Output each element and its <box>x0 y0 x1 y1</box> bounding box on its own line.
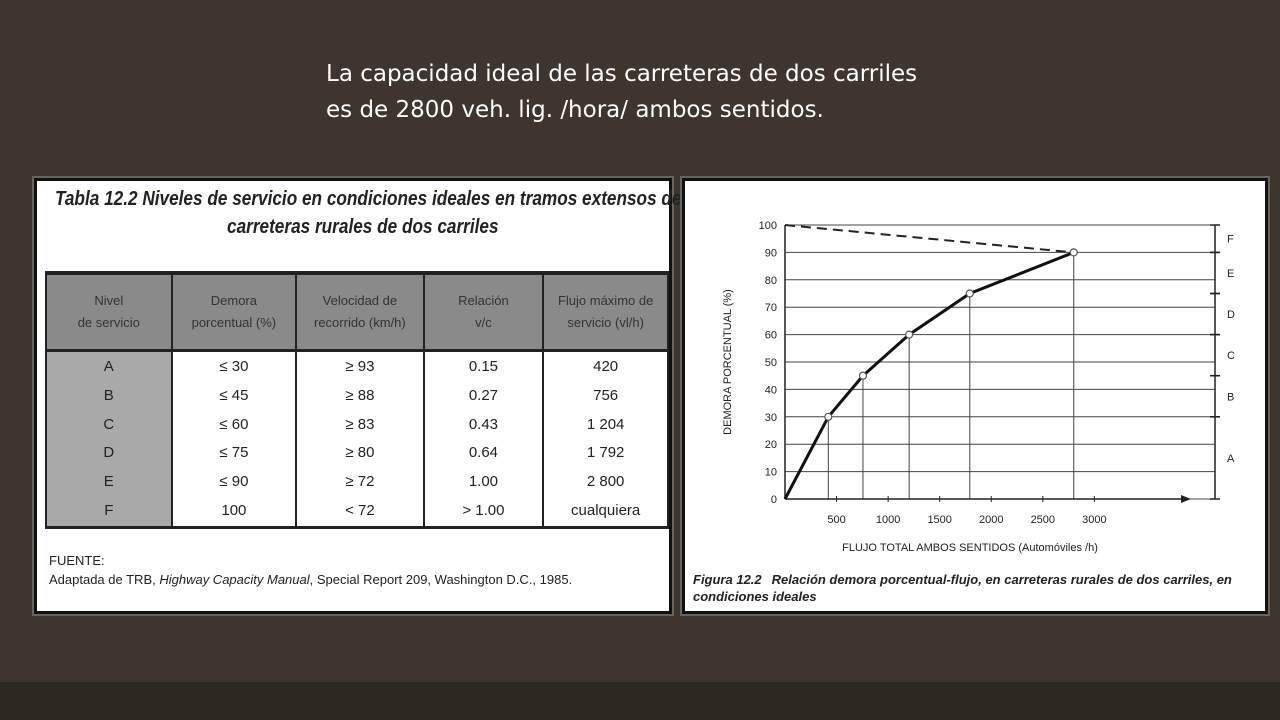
source-reference <box>49 570 572 589</box>
table-title-line-1: Tabla 12.2 Niveles de servicio en condiciones ideales en tramos extensos de <box>55 188 682 210</box>
table-cell: 0.15 <box>424 351 544 382</box>
table-cell: cualquiera <box>543 497 668 528</box>
data-point <box>1070 249 1077 256</box>
figure-image <box>682 178 1268 614</box>
table-cell: ≥ 93 <box>296 351 423 382</box>
band-label: D <box>1227 309 1235 322</box>
table-title-line-2: carreteras rurales de dos carriles <box>227 216 499 238</box>
table-cell: 420 <box>543 351 668 382</box>
y-tick-label: 0 <box>770 494 777 506</box>
table-header-cell <box>424 273 544 351</box>
table-level-cell: E <box>46 468 172 497</box>
table-cell: ≤ 75 <box>172 439 297 468</box>
table-header-cell <box>296 273 423 351</box>
table-cell: 2 800 <box>543 468 668 497</box>
table-cell: 756 <box>543 381 668 410</box>
table-cell: < 72 <box>296 497 423 528</box>
table-level-cell: B <box>46 381 172 410</box>
table-header-text: Relación <box>458 293 509 308</box>
y-tick-label: 80 <box>764 274 777 287</box>
table-header-cell <box>46 273 172 351</box>
table-level-cell: F <box>46 497 172 528</box>
y-tick-label: 50 <box>764 357 777 369</box>
x-tick-label: 500 <box>827 514 846 526</box>
y-tick-label: 90 <box>764 247 777 260</box>
data-point <box>825 413 832 420</box>
table-source <box>49 551 572 589</box>
table-row <box>46 351 668 382</box>
table-level-cell: C <box>46 410 172 439</box>
y-tick-label: 20 <box>764 439 777 452</box>
band-label: E <box>1227 267 1235 280</box>
slide-heading-line-1: La capacidad ideal de las carreteras de dos carriles <box>326 61 918 87</box>
table-header-text: Flujo máximo de <box>557 293 654 308</box>
table-cell: ≥ 72 <box>296 468 423 497</box>
table-header-text: Velocidad de <box>322 293 398 308</box>
table-row <box>46 439 668 468</box>
table-cell: 1 792 <box>543 439 668 468</box>
table-cell: ≤ 90 <box>172 468 297 497</box>
band-label: C <box>1227 350 1235 363</box>
band-label: B <box>1227 391 1235 404</box>
slide-heading <box>326 56 1026 128</box>
table-cell: ≤ 60 <box>172 410 297 439</box>
figure-caption-text: Relación demora porcentual-flujo, en carreteras rurales de dos carriles, en condiciones ideales <box>693 572 1232 604</box>
x-tick-label: 2500 <box>1030 514 1056 526</box>
table-cell: ≤ 45 <box>172 381 297 410</box>
slide-heading-line-2: es de 2800 veh. lig. /hora/ ambos sentidos. <box>326 97 824 123</box>
source-title: Highway Capacity Manual <box>159 572 310 587</box>
source-prefix: Adaptada de TRB, <box>49 572 160 587</box>
table-header-text: servicio (vl/h) <box>567 315 644 330</box>
table-header-cell <box>172 273 297 351</box>
y-tick-label: 70 <box>764 302 777 315</box>
table-level-cell: D <box>46 439 172 468</box>
source-label: FUENTE: <box>49 553 105 568</box>
x-tick-label: 2000 <box>979 514 1004 526</box>
source-suffix: , Special Report 209, Washington D.C., 1985. <box>309 572 573 587</box>
table-cell: 0.43 <box>424 410 544 439</box>
table-level-cell: A <box>46 351 172 382</box>
table-cell: ≤ 30 <box>172 351 297 382</box>
x-axis-label: FLUJO TOTAL AMBOS SENTIDOS (Automóviles /h) <box>842 542 1098 554</box>
y-axis-label: DEMORA PORCENTUAL (%) <box>722 289 734 435</box>
table-row <box>46 381 668 410</box>
table-header-row <box>46 273 668 351</box>
table-row <box>46 497 668 528</box>
x-tick-label: 1000 <box>875 514 901 526</box>
y-tick-label: 10 <box>764 466 777 479</box>
table-image <box>34 178 682 614</box>
table-header-text: v/c <box>475 315 492 330</box>
table-cell: ≥ 80 <box>296 439 423 468</box>
table-cell: 1.00 <box>424 468 544 497</box>
y-tick-label: 30 <box>764 411 777 424</box>
y-tick-label: 60 <box>764 329 777 342</box>
table-title <box>55 185 682 241</box>
table-cell: 1 204 <box>543 410 668 439</box>
x-axis-arrow <box>1181 495 1191 503</box>
table-cell: ≥ 88 <box>296 381 423 410</box>
table-row <box>46 468 668 497</box>
data-point <box>906 331 913 338</box>
dashed-line <box>785 225 1074 252</box>
table-cell: > 1.00 <box>424 497 544 528</box>
figure-number: Figura 12.2 <box>693 572 762 587</box>
table-cell: 100 <box>172 497 297 528</box>
data-point <box>859 372 866 379</box>
table-body <box>46 351 668 528</box>
data-point <box>966 290 973 297</box>
y-tick-label: 40 <box>764 384 777 397</box>
table-header-text: Nivel <box>94 293 124 308</box>
table-header-cell <box>543 273 668 351</box>
delay-flow-chart <box>685 181 1265 611</box>
x-tick-label: 1500 <box>927 514 952 526</box>
band-label: F <box>1227 233 1234 246</box>
table-header-text: Demora <box>210 293 257 308</box>
table-header-text: porcentual (%) <box>191 315 277 330</box>
figure-caption <box>693 571 1259 605</box>
table-row <box>46 410 668 439</box>
bottom-band <box>0 682 1280 720</box>
table-header-text: recorrido (km/h) <box>314 315 406 330</box>
table-header-text: de servicio <box>77 315 140 330</box>
band-label: A <box>1227 452 1235 465</box>
table-cell: ≥ 83 <box>296 410 423 439</box>
y-tick-label: 100 <box>758 220 777 232</box>
x-tick-label: 3000 <box>1082 514 1107 526</box>
table-cell: 0.64 <box>424 439 544 468</box>
table-cell: 0.27 <box>424 381 544 410</box>
service-levels-table <box>45 271 669 529</box>
